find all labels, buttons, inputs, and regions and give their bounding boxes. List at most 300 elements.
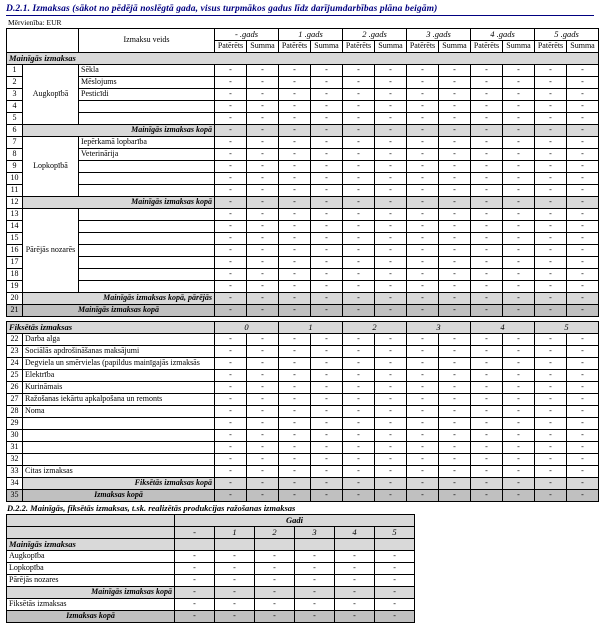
summary-cell[interactable]: - <box>335 551 375 563</box>
summary-cell[interactable]: - <box>335 575 375 587</box>
data-cell[interactable]: - <box>247 137 279 149</box>
data-cell[interactable]: - <box>343 370 375 382</box>
data-cell[interactable]: - <box>215 281 247 293</box>
data-cell[interactable]: - <box>215 305 247 317</box>
data-cell[interactable]: - <box>343 113 375 125</box>
data-cell[interactable]: - <box>535 209 567 221</box>
data-cell[interactable]: - <box>215 394 247 406</box>
data-cell[interactable]: - <box>567 370 599 382</box>
data-cell[interactable]: - <box>567 245 599 257</box>
data-cell[interactable]: - <box>375 113 407 125</box>
data-cell[interactable]: - <box>567 149 599 161</box>
data-cell[interactable]: - <box>471 245 503 257</box>
data-cell[interactable]: - <box>503 149 535 161</box>
data-cell[interactable]: - <box>247 442 279 454</box>
data-cell[interactable]: - <box>567 113 599 125</box>
data-cell[interactable]: - <box>567 418 599 430</box>
data-cell[interactable]: - <box>311 430 343 442</box>
data-cell[interactable]: - <box>535 221 567 233</box>
data-cell[interactable]: - <box>215 101 247 113</box>
data-cell[interactable]: - <box>279 394 311 406</box>
data-cell[interactable]: - <box>535 281 567 293</box>
data-cell[interactable]: - <box>471 490 503 502</box>
data-cell[interactable]: - <box>567 430 599 442</box>
data-cell[interactable]: - <box>343 478 375 490</box>
data-cell[interactable]: - <box>311 101 343 113</box>
data-cell[interactable]: - <box>343 430 375 442</box>
data-cell[interactable]: - <box>279 77 311 89</box>
data-cell[interactable]: - <box>215 346 247 358</box>
data-cell[interactable]: - <box>279 245 311 257</box>
data-cell[interactable]: - <box>503 394 535 406</box>
data-cell[interactable]: - <box>535 101 567 113</box>
data-cell[interactable]: - <box>215 358 247 370</box>
data-cell[interactable]: - <box>311 149 343 161</box>
data-cell[interactable]: - <box>471 197 503 209</box>
data-cell[interactable]: - <box>439 125 471 137</box>
data-cell[interactable]: - <box>215 293 247 305</box>
data-cell[interactable]: - <box>311 269 343 281</box>
data-cell[interactable]: - <box>343 490 375 502</box>
data-cell[interactable]: - <box>247 149 279 161</box>
data-cell[interactable]: - <box>215 197 247 209</box>
data-cell[interactable]: - <box>407 125 439 137</box>
data-cell[interactable]: - <box>311 209 343 221</box>
row-label[interactable] <box>79 281 215 293</box>
data-cell[interactable]: - <box>279 370 311 382</box>
data-cell[interactable]: - <box>247 209 279 221</box>
data-cell[interactable]: - <box>279 101 311 113</box>
summary-cell[interactable]: - <box>215 563 255 575</box>
data-cell[interactable]: - <box>343 406 375 418</box>
data-cell[interactable]: - <box>471 334 503 346</box>
data-cell[interactable]: - <box>439 454 471 466</box>
data-cell[interactable]: - <box>311 454 343 466</box>
data-cell[interactable]: - <box>279 466 311 478</box>
data-cell[interactable]: - <box>535 173 567 185</box>
summary-cell[interactable]: - <box>255 587 295 599</box>
data-cell[interactable]: - <box>247 346 279 358</box>
data-cell[interactable]: - <box>503 257 535 269</box>
summary-cell[interactable]: - <box>175 575 215 587</box>
data-cell[interactable]: - <box>471 346 503 358</box>
data-cell[interactable]: - <box>247 269 279 281</box>
data-cell[interactable]: - <box>343 454 375 466</box>
data-cell[interactable]: - <box>503 269 535 281</box>
data-cell[interactable]: - <box>215 113 247 125</box>
summary-cell[interactable]: - <box>375 611 415 623</box>
data-cell[interactable]: - <box>247 281 279 293</box>
data-cell[interactable]: - <box>503 221 535 233</box>
data-cell[interactable]: - <box>503 173 535 185</box>
data-cell[interactable]: - <box>503 77 535 89</box>
data-cell[interactable]: - <box>503 161 535 173</box>
data-cell[interactable]: - <box>503 430 535 442</box>
data-cell[interactable]: - <box>215 490 247 502</box>
data-cell[interactable]: - <box>407 77 439 89</box>
data-cell[interactable]: - <box>311 125 343 137</box>
data-cell[interactable]: - <box>279 257 311 269</box>
data-cell[interactable]: - <box>375 161 407 173</box>
row-label[interactable] <box>23 430 215 442</box>
row-label[interactable] <box>79 221 215 233</box>
data-cell[interactable]: - <box>535 418 567 430</box>
data-cell[interactable]: - <box>215 454 247 466</box>
data-cell[interactable]: - <box>215 382 247 394</box>
data-cell[interactable]: - <box>215 149 247 161</box>
data-cell[interactable]: - <box>311 466 343 478</box>
data-cell[interactable]: - <box>567 478 599 490</box>
row-label[interactable] <box>79 173 215 185</box>
data-cell[interactable]: - <box>567 137 599 149</box>
data-cell[interactable]: - <box>567 442 599 454</box>
data-cell[interactable]: - <box>375 478 407 490</box>
data-cell[interactable]: - <box>247 394 279 406</box>
data-cell[interactable]: - <box>535 406 567 418</box>
data-cell[interactable]: - <box>375 406 407 418</box>
data-cell[interactable]: - <box>407 293 439 305</box>
data-cell[interactable]: - <box>215 233 247 245</box>
data-cell[interactable]: - <box>247 418 279 430</box>
data-cell[interactable]: - <box>471 430 503 442</box>
data-cell[interactable]: - <box>471 269 503 281</box>
data-cell[interactable]: - <box>407 478 439 490</box>
data-cell[interactable]: - <box>471 173 503 185</box>
data-cell[interactable]: - <box>471 185 503 197</box>
data-cell[interactable]: - <box>215 221 247 233</box>
data-cell[interactable]: - <box>311 293 343 305</box>
data-cell[interactable]: - <box>215 466 247 478</box>
data-cell[interactable]: - <box>407 394 439 406</box>
row-label[interactable] <box>79 269 215 281</box>
data-cell[interactable]: - <box>439 305 471 317</box>
data-cell[interactable]: - <box>439 77 471 89</box>
data-cell[interactable]: - <box>375 65 407 77</box>
row-label[interactable] <box>79 209 215 221</box>
data-cell[interactable]: - <box>535 346 567 358</box>
data-cell[interactable]: - <box>567 358 599 370</box>
data-cell[interactable]: - <box>247 293 279 305</box>
row-label[interactable]: Ražošanas iekārtu apkalpošana un remonts <box>23 394 215 406</box>
row-label[interactable] <box>23 442 215 454</box>
data-cell[interactable]: - <box>567 281 599 293</box>
summary-cell[interactable]: - <box>335 611 375 623</box>
data-cell[interactable]: - <box>471 382 503 394</box>
data-cell[interactable]: - <box>471 77 503 89</box>
data-cell[interactable]: - <box>567 305 599 317</box>
row-label[interactable]: Sēkla <box>79 65 215 77</box>
data-cell[interactable]: - <box>503 370 535 382</box>
data-cell[interactable]: - <box>375 101 407 113</box>
data-cell[interactable]: - <box>503 478 535 490</box>
data-cell[interactable]: - <box>279 197 311 209</box>
data-cell[interactable]: - <box>471 161 503 173</box>
summary-cell[interactable]: - <box>335 587 375 599</box>
data-cell[interactable]: - <box>311 77 343 89</box>
data-cell[interactable]: - <box>375 209 407 221</box>
data-cell[interactable]: - <box>503 305 535 317</box>
data-cell[interactable]: - <box>535 490 567 502</box>
data-cell[interactable]: - <box>343 305 375 317</box>
data-cell[interactable]: - <box>407 245 439 257</box>
data-cell[interactable]: - <box>215 430 247 442</box>
data-cell[interactable]: - <box>439 221 471 233</box>
data-cell[interactable]: - <box>375 281 407 293</box>
data-cell[interactable]: - <box>535 77 567 89</box>
data-cell[interactable]: - <box>567 490 599 502</box>
data-cell[interactable]: - <box>567 77 599 89</box>
data-cell[interactable]: - <box>439 233 471 245</box>
data-cell[interactable]: - <box>567 209 599 221</box>
data-cell[interactable]: - <box>535 149 567 161</box>
data-cell[interactable]: - <box>375 358 407 370</box>
data-cell[interactable]: - <box>247 89 279 101</box>
data-cell[interactable]: - <box>567 406 599 418</box>
data-cell[interactable]: - <box>279 149 311 161</box>
data-cell[interactable]: - <box>343 197 375 209</box>
summary-cell[interactable]: - <box>295 575 335 587</box>
data-cell[interactable]: - <box>503 185 535 197</box>
data-cell[interactable]: - <box>503 454 535 466</box>
data-cell[interactable]: - <box>215 370 247 382</box>
data-cell[interactable]: - <box>567 334 599 346</box>
data-cell[interactable]: - <box>567 161 599 173</box>
data-cell[interactable]: - <box>215 125 247 137</box>
data-cell[interactable]: - <box>311 161 343 173</box>
data-cell[interactable]: - <box>439 293 471 305</box>
data-cell[interactable]: - <box>439 442 471 454</box>
data-cell[interactable]: - <box>439 358 471 370</box>
data-cell[interactable]: - <box>471 221 503 233</box>
data-cell[interactable]: - <box>247 185 279 197</box>
row-label[interactable] <box>79 257 215 269</box>
data-cell[interactable]: - <box>311 221 343 233</box>
data-cell[interactable]: - <box>311 358 343 370</box>
data-cell[interactable]: - <box>215 209 247 221</box>
data-cell[interactable]: - <box>375 394 407 406</box>
data-cell[interactable]: - <box>215 257 247 269</box>
data-cell[interactable]: - <box>439 197 471 209</box>
data-cell[interactable]: - <box>503 125 535 137</box>
data-cell[interactable]: - <box>375 466 407 478</box>
row-label[interactable]: Noma <box>23 406 215 418</box>
data-cell[interactable]: - <box>567 65 599 77</box>
data-cell[interactable]: - <box>375 334 407 346</box>
data-cell[interactable]: - <box>407 269 439 281</box>
summary-cell[interactable]: - <box>375 587 415 599</box>
data-cell[interactable]: - <box>535 125 567 137</box>
row-label[interactable] <box>79 185 215 197</box>
data-cell[interactable]: - <box>439 334 471 346</box>
data-cell[interactable]: - <box>247 197 279 209</box>
data-cell[interactable]: - <box>343 233 375 245</box>
data-cell[interactable]: - <box>407 89 439 101</box>
row-label[interactable]: Elektrība <box>23 370 215 382</box>
summary-cell[interactable]: - <box>175 563 215 575</box>
data-cell[interactable]: - <box>343 257 375 269</box>
data-cell[interactable]: - <box>247 430 279 442</box>
data-cell[interactable]: - <box>503 334 535 346</box>
data-cell[interactable]: - <box>279 382 311 394</box>
summary-cell[interactable]: - <box>295 611 335 623</box>
data-cell[interactable]: - <box>375 233 407 245</box>
data-cell[interactable]: - <box>215 89 247 101</box>
data-cell[interactable]: - <box>439 161 471 173</box>
data-cell[interactable]: - <box>311 65 343 77</box>
data-cell[interactable]: - <box>311 281 343 293</box>
data-cell[interactable]: - <box>407 101 439 113</box>
data-cell[interactable]: - <box>215 418 247 430</box>
data-cell[interactable]: - <box>311 137 343 149</box>
data-cell[interactable]: - <box>535 245 567 257</box>
data-cell[interactable]: - <box>503 466 535 478</box>
data-cell[interactable]: - <box>439 113 471 125</box>
data-cell[interactable]: - <box>343 245 375 257</box>
data-cell[interactable]: - <box>343 173 375 185</box>
data-cell[interactable]: - <box>375 197 407 209</box>
data-cell[interactable]: - <box>567 101 599 113</box>
data-cell[interactable]: - <box>343 77 375 89</box>
data-cell[interactable]: - <box>439 406 471 418</box>
data-cell[interactable]: - <box>439 101 471 113</box>
data-cell[interactable]: - <box>215 77 247 89</box>
data-cell[interactable]: - <box>215 185 247 197</box>
data-cell[interactable]: - <box>407 113 439 125</box>
data-cell[interactable]: - <box>503 382 535 394</box>
data-cell[interactable]: - <box>279 490 311 502</box>
data-cell[interactable]: - <box>471 101 503 113</box>
data-cell[interactable]: - <box>567 382 599 394</box>
data-cell[interactable]: - <box>407 358 439 370</box>
data-cell[interactable]: - <box>279 418 311 430</box>
summary-cell[interactable]: - <box>295 587 335 599</box>
data-cell[interactable]: - <box>503 293 535 305</box>
data-cell[interactable]: - <box>471 65 503 77</box>
data-cell[interactable]: - <box>407 149 439 161</box>
data-cell[interactable]: - <box>439 149 471 161</box>
data-cell[interactable]: - <box>567 185 599 197</box>
data-cell[interactable]: - <box>311 245 343 257</box>
data-cell[interactable]: - <box>407 173 439 185</box>
data-cell[interactable]: - <box>375 430 407 442</box>
data-cell[interactable]: - <box>311 478 343 490</box>
data-cell[interactable]: - <box>375 149 407 161</box>
summary-cell[interactable]: - <box>215 551 255 563</box>
data-cell[interactable]: - <box>247 358 279 370</box>
data-cell[interactable]: - <box>247 173 279 185</box>
data-cell[interactable]: - <box>535 269 567 281</box>
data-cell[interactable]: - <box>535 197 567 209</box>
data-cell[interactable]: - <box>503 418 535 430</box>
data-cell[interactable]: - <box>215 137 247 149</box>
data-cell[interactable]: - <box>343 281 375 293</box>
data-cell[interactable]: - <box>407 490 439 502</box>
data-cell[interactable]: - <box>471 149 503 161</box>
data-cell[interactable]: - <box>567 454 599 466</box>
data-cell[interactable]: - <box>375 173 407 185</box>
row-label[interactable] <box>79 101 215 113</box>
data-cell[interactable]: - <box>503 137 535 149</box>
summary-cell[interactable]: - <box>335 563 375 575</box>
data-cell[interactable]: - <box>535 185 567 197</box>
data-cell[interactable]: - <box>279 185 311 197</box>
data-cell[interactable]: - <box>311 257 343 269</box>
data-cell[interactable]: - <box>439 89 471 101</box>
data-cell[interactable]: - <box>279 281 311 293</box>
summary-cell[interactable]: - <box>255 563 295 575</box>
data-cell[interactable]: - <box>503 113 535 125</box>
data-cell[interactable]: - <box>439 382 471 394</box>
data-cell[interactable]: - <box>375 370 407 382</box>
data-cell[interactable]: - <box>471 125 503 137</box>
summary-cell[interactable]: - <box>215 575 255 587</box>
data-cell[interactable]: - <box>343 334 375 346</box>
data-cell[interactable]: - <box>471 442 503 454</box>
data-cell[interactable]: - <box>311 233 343 245</box>
data-cell[interactable]: - <box>375 257 407 269</box>
data-cell[interactable]: - <box>471 89 503 101</box>
data-cell[interactable]: - <box>279 89 311 101</box>
data-cell[interactable]: - <box>535 442 567 454</box>
data-cell[interactable]: - <box>407 305 439 317</box>
data-cell[interactable]: - <box>343 209 375 221</box>
data-cell[interactable]: - <box>279 478 311 490</box>
data-cell[interactable]: - <box>535 137 567 149</box>
data-cell[interactable]: - <box>567 257 599 269</box>
data-cell[interactable]: - <box>535 113 567 125</box>
data-cell[interactable]: - <box>279 221 311 233</box>
summary-cell[interactable]: - <box>175 599 215 611</box>
row-label[interactable]: Sociālās apdrošināšanas maksājumi <box>23 346 215 358</box>
summary-cell[interactable]: - <box>215 611 255 623</box>
data-cell[interactable]: - <box>439 209 471 221</box>
data-cell[interactable]: - <box>535 370 567 382</box>
data-cell[interactable]: - <box>279 442 311 454</box>
data-cell[interactable]: - <box>407 161 439 173</box>
data-cell[interactable]: - <box>471 233 503 245</box>
data-cell[interactable]: - <box>375 185 407 197</box>
data-cell[interactable]: - <box>247 490 279 502</box>
data-cell[interactable]: - <box>535 430 567 442</box>
data-cell[interactable]: - <box>311 113 343 125</box>
data-cell[interactable]: - <box>343 269 375 281</box>
data-cell[interactable]: - <box>343 161 375 173</box>
summary-cell[interactable]: - <box>335 599 375 611</box>
data-cell[interactable]: - <box>503 233 535 245</box>
data-cell[interactable]: - <box>471 478 503 490</box>
data-cell[interactable]: - <box>375 346 407 358</box>
data-cell[interactable]: - <box>503 89 535 101</box>
data-cell[interactable]: - <box>311 89 343 101</box>
data-cell[interactable]: - <box>407 370 439 382</box>
data-cell[interactable]: - <box>311 406 343 418</box>
data-cell[interactable]: - <box>439 245 471 257</box>
data-cell[interactable]: - <box>407 454 439 466</box>
data-cell[interactable]: - <box>535 65 567 77</box>
data-cell[interactable]: - <box>567 173 599 185</box>
row-label[interactable]: Mēslojums <box>79 77 215 89</box>
data-cell[interactable]: - <box>471 209 503 221</box>
data-cell[interactable]: - <box>279 430 311 442</box>
data-cell[interactable]: - <box>503 65 535 77</box>
data-cell[interactable]: - <box>535 358 567 370</box>
data-cell[interactable]: - <box>567 293 599 305</box>
data-cell[interactable]: - <box>535 161 567 173</box>
data-cell[interactable]: - <box>567 197 599 209</box>
data-cell[interactable]: - <box>535 382 567 394</box>
summary-cell[interactable]: - <box>175 587 215 599</box>
row-label[interactable]: Veterinārija <box>79 149 215 161</box>
